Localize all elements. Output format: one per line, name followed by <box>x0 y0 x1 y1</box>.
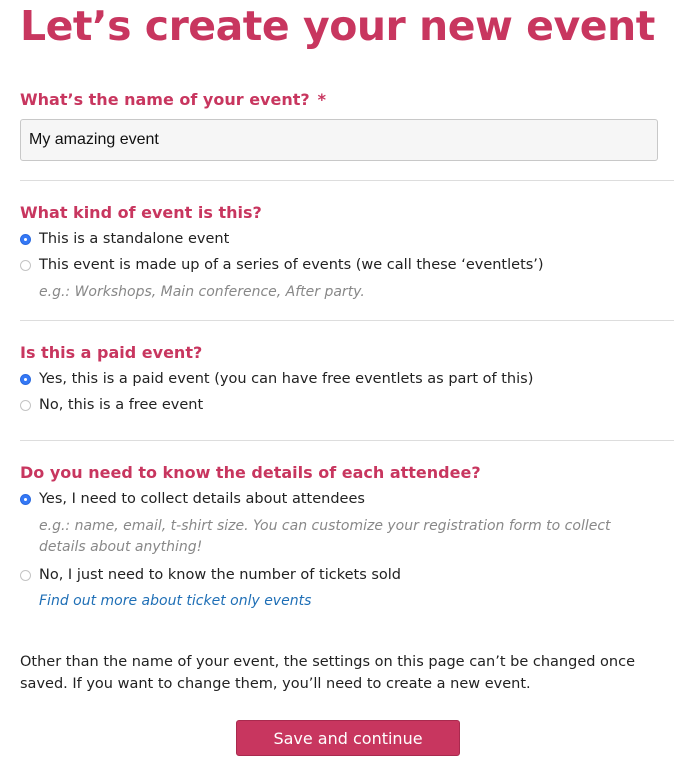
standalone-event-option[interactable] <box>20 231 229 247</box>
ticket-count-radio[interactable] <box>20 570 31 581</box>
collect-details-label: Yes, I need to collect details about attendees <box>39 491 365 507</box>
paid-no-label: No, this is a free event <box>39 397 204 413</box>
paid-yes-label: Yes, this is a paid event (you can have free eventlets as part of this) <box>39 371 534 387</box>
collect-details-radio[interactable] <box>20 494 31 505</box>
collect-details-option[interactable] <box>20 491 365 507</box>
attendee-details-label: Do you need to know the details of each attendee? <box>20 463 481 482</box>
standalone-event-label: This is a standalone event <box>39 231 230 247</box>
page-title: Let’s create your new event <box>20 2 655 50</box>
paid-event-label: Is this a paid event? <box>20 343 203 362</box>
event-name-label <box>20 90 326 109</box>
section-divider <box>20 440 674 441</box>
paid-yes-radio[interactable] <box>20 374 31 385</box>
standalone-event-radio[interactable] <box>20 234 31 245</box>
series-event-option[interactable] <box>20 257 544 273</box>
section-divider <box>20 320 674 321</box>
save-and-continue-button[interactable]: Save and continue <box>236 720 460 756</box>
section-divider <box>20 180 674 181</box>
paid-no-radio[interactable] <box>20 400 31 411</box>
paid-yes-option[interactable] <box>20 371 533 387</box>
required-marker: * <box>317 90 327 109</box>
ticket-count-option[interactable] <box>20 567 401 583</box>
settings-notice: Other than the name of your event, the settings on this page can’t be changed once saved. If you want to change them, you’ll need to create a new event. <box>20 654 636 692</box>
series-event-radio[interactable] <box>20 260 31 271</box>
paid-no-option[interactable] <box>20 397 203 413</box>
attendee-details-hint: e.g.: name, email, t-shirt size. You can customize your registration form to collect details about anything! <box>39 518 611 555</box>
event-kind-hint: e.g.: Workshops, Main conference, After party. <box>39 284 365 300</box>
event-kind-label: What kind of event is this? <box>20 203 262 222</box>
ticket-only-events-link[interactable]: Find out more about ticket only events <box>39 593 312 609</box>
event-name-label-text: What’s the name of your event? <box>20 90 310 109</box>
ticket-count-label: No, I just need to know the number of tickets sold <box>39 567 402 583</box>
series-event-label: This event is made up of a series of events (we call these ‘eventlets’) <box>39 257 544 273</box>
event-name-input[interactable] <box>20 119 658 161</box>
